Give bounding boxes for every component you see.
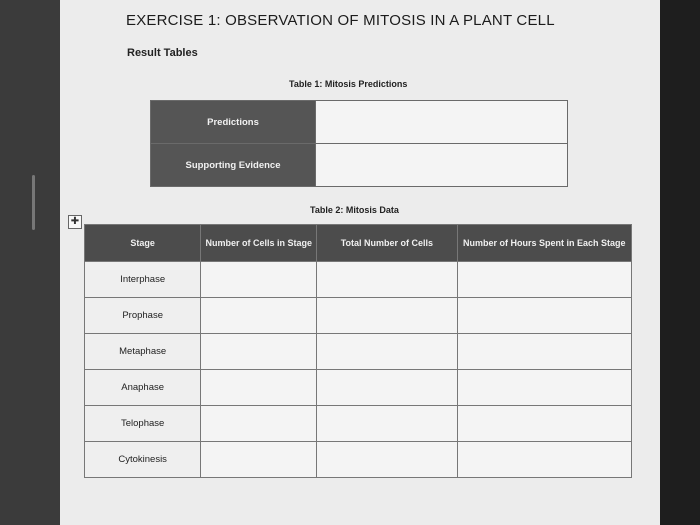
stage-label: Metaphase — [85, 334, 201, 370]
data-cell[interactable] — [201, 442, 317, 478]
data-cell[interactable] — [457, 262, 631, 298]
mitosis-data-table — [84, 224, 632, 478]
table-row — [85, 442, 632, 478]
stage-label: Telophase — [85, 406, 201, 442]
header-cells-in-stage: Number of Cells in Stage — [201, 225, 317, 262]
table-row — [85, 298, 632, 334]
monitor-bezel-left — [0, 0, 60, 525]
data-cell[interactable] — [201, 262, 317, 298]
stage-label: Anaphase — [85, 370, 201, 406]
monitor-bezel-right — [660, 0, 700, 525]
stage-label: Interphase — [85, 262, 201, 298]
table-row — [85, 334, 632, 370]
table1-caption: Table 1: Mitosis Predictions — [289, 79, 408, 89]
table-row — [85, 370, 632, 406]
table-row — [151, 101, 568, 144]
table-row — [85, 262, 632, 298]
data-cell[interactable] — [317, 334, 457, 370]
supporting-evidence-cell[interactable] — [316, 144, 568, 187]
data-cell[interactable] — [317, 442, 457, 478]
data-cell[interactable] — [317, 406, 457, 442]
data-cell[interactable] — [201, 370, 317, 406]
table-row — [151, 144, 568, 187]
data-cell[interactable] — [201, 334, 317, 370]
header-stage: Stage — [85, 225, 201, 262]
stage-label: Prophase — [85, 298, 201, 334]
predictions-label: Predictions — [151, 101, 316, 144]
move-handle-icon[interactable]: ✚ — [68, 215, 82, 229]
window-edge-indicator — [32, 175, 35, 230]
data-cell[interactable] — [457, 298, 631, 334]
data-cell[interactable] — [317, 370, 457, 406]
header-hours-in-stage: Number of Hours Spent in Each Stage — [457, 225, 631, 262]
table-row — [85, 406, 632, 442]
data-cell[interactable] — [457, 334, 631, 370]
section-heading: Result Tables — [127, 47, 198, 59]
data-cell[interactable] — [317, 262, 457, 298]
stage-label: Cytokinesis — [85, 442, 201, 478]
data-cell[interactable] — [457, 442, 631, 478]
data-cell[interactable] — [201, 406, 317, 442]
table-header-row — [85, 225, 632, 262]
data-cell[interactable] — [201, 298, 317, 334]
predictions-cell[interactable] — [316, 101, 568, 144]
header-total-cells: Total Number of Cells — [317, 225, 457, 262]
data-cell[interactable] — [457, 370, 631, 406]
document-title: EXERCISE 1: OBSERVATION OF MITOSIS IN A PLANT CELL — [126, 12, 555, 29]
table2-caption: Table 2: Mitosis Data — [310, 205, 399, 215]
mitosis-predictions-table — [150, 100, 568, 187]
supporting-evidence-label: Supporting Evidence — [151, 144, 316, 187]
data-cell[interactable] — [317, 298, 457, 334]
data-cell[interactable] — [457, 406, 631, 442]
